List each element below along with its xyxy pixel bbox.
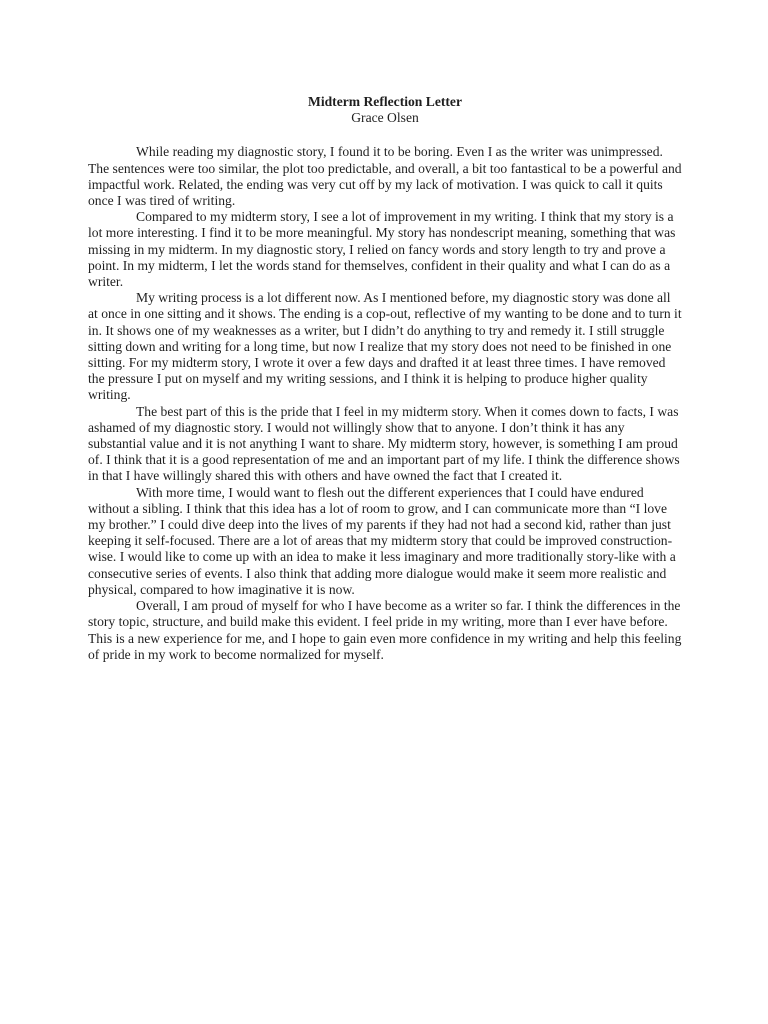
document-body	[88, 94, 682, 663]
paragraph-5: With more time, I would want to flesh out the different experiences that I could have endured without a sibling. I think that this idea has a lot of room to grow, and I can communicate more than “I love my brother.” I could dive deep into the lives of my parents if they had not had a second kid, rather than just keeping it self-focused. There are a lot of areas that my midterm story that could be improved construction-wise. I would like to come up with an idea to make it less imaginary and more traditionally story-like with a consecutive series of events. I also think that adding more dialogue would make it seem more realistic and physical, compared to how imaginative it is now.	[88, 484, 676, 597]
author-name: Grace Olsen	[351, 110, 419, 126]
document-title: Midterm Reflection Letter	[308, 94, 462, 109]
paragraph-2: Compared to my midterm story, I see a lot of improvement in my writing. I think that my story is a lot more interesting. I find it to be more meaningful. My story has nondescript meaning, something that was missing in my midterm. In my diagnostic story, I relied on fancy words and story length to try and prove a point. In my midterm, I let the words stand for themselves, confident in their quality and what I can do as a writer.	[88, 209, 676, 290]
paragraph-4: The best part of this is the pride that I feel in my midterm story. When it comes down to facts, I was ashamed of my diagnostic story. I would not willingly show that to anyone. I don’t think it has any substantial value and it is not anything I want to share. My midterm story, however, is something I am proud of. I think that it is a good representation of me and an important part of my life. I think the difference shows in that I have willingly shared this with others and have owned the fact that I created it.	[88, 403, 680, 484]
paragraph-3: My writing process is a lot different now. As I mentioned before, my diagnostic story was done all at once in one sitting and it shows. The ending is a cop-out, reflective of my wanting to be done and to turn it in. It shows one of my weaknesses as a writer, but I didn’t do anything to try and remedy it. I still struggle sitting down and writing for a long time, but now I realize that my story does not need to be finished in one sitting. For my midterm story, I wrote it over a few days and drafted it at least three times. I have removed the pressure I put on myself and my writing sessions, and I think it is helping to produce higher quality writing.	[88, 290, 682, 403]
paragraph-6: Overall, I am proud of myself for who I have become as a writer so far. I think the differences in the story topic, structure, and build make this evident. I feel pride in my writing, more than I ever have before. This is a new experience for me, and I hope to gain even more confidence in my writing and help this feeling of pride in my work to become normalized for myself.	[88, 598, 682, 662]
paragraph-1: While reading my diagnostic story, I found it to be boring. Even I as the writer was unimpressed. The sentences were too similar, the plot too predictable, and overall, a bit too fantastical to be a powerful and impactful work. Related, the ending was very cut off by my lack of motivation. I was quick to call it quits once I was tired of writing.	[88, 144, 682, 209]
